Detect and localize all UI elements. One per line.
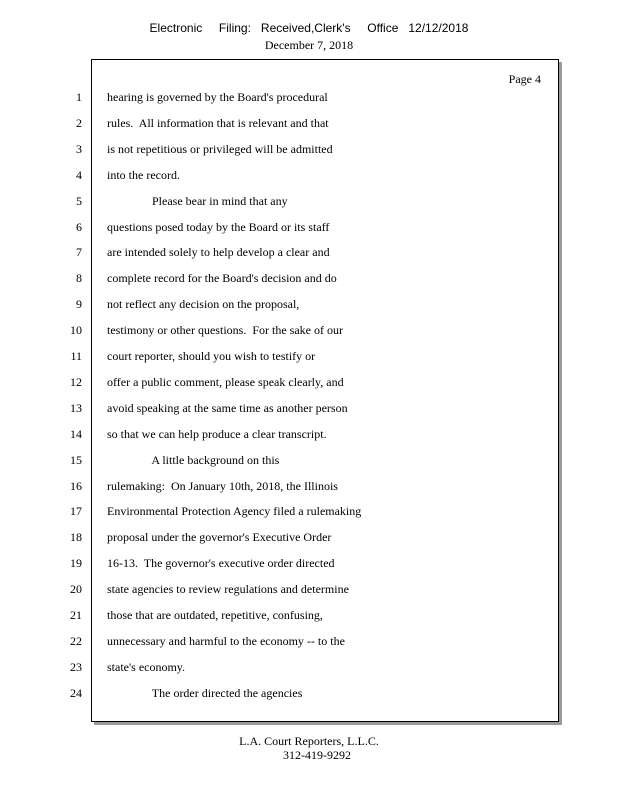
transcript-line: is not repetitious or privileged will be admitted bbox=[107, 142, 333, 156]
transcript-line: complete record for the Board's decision and do bbox=[107, 271, 337, 285]
transcript-line: The order directed the agencies bbox=[107, 686, 303, 700]
transcript-line: A little background on this bbox=[107, 453, 280, 467]
line-number: 6 bbox=[76, 220, 82, 234]
transcript-line: Environmental Protection Agency filed a rulemaking bbox=[107, 504, 362, 518]
reporter-phone: 312-419-9292 bbox=[283, 748, 351, 762]
transcript-line: state's economy. bbox=[107, 660, 186, 674]
transcript-line: proposal under the governor's Executive Order bbox=[107, 530, 332, 544]
transcript-line: so that we can help produce a clear transcript. bbox=[107, 427, 327, 441]
page-number: Page 4 bbox=[508, 72, 541, 86]
reporter-company: L.A. Court Reporters, L.L.C. bbox=[239, 734, 379, 748]
transcript-line: unnecessary and harmful to the economy -- to the bbox=[107, 634, 345, 648]
line-number: 16 bbox=[70, 479, 82, 493]
line-number: 24 bbox=[70, 686, 82, 700]
line-number: 9 bbox=[76, 297, 82, 311]
line-number: 19 bbox=[70, 556, 82, 570]
transcript-line: rulemaking: On January 10th, 2018, the Illinois bbox=[107, 479, 338, 493]
transcript-line: not reflect any decision on the proposal, bbox=[107, 297, 300, 311]
line-number: 23 bbox=[70, 660, 82, 674]
line-number: 8 bbox=[76, 271, 82, 285]
line-number: 4 bbox=[76, 168, 82, 182]
transcript-line: court reporter, should you wish to testify or bbox=[107, 349, 316, 363]
line-number: 11 bbox=[70, 349, 82, 363]
transcript-line: rules. All information that is relevant and that bbox=[107, 116, 329, 130]
transcript-date: December 7, 2018 bbox=[264, 38, 354, 52]
line-number: 17 bbox=[70, 504, 82, 518]
transcript-line: into the record. bbox=[107, 168, 180, 182]
line-number: 1 bbox=[76, 90, 82, 104]
transcript-line: Please bear in mind that any bbox=[107, 194, 288, 208]
line-number: 22 bbox=[70, 634, 82, 648]
transcript-line: are intended solely to help develop a clear and bbox=[107, 245, 330, 259]
transcript-line: questions posed today by the Board or its staff bbox=[107, 220, 330, 234]
line-number: 3 bbox=[76, 142, 82, 156]
line-number: 2 bbox=[76, 116, 82, 130]
transcript-line: avoid speaking at the same time as another person bbox=[107, 401, 348, 415]
transcript-line: offer a public comment, please speak clearly, and bbox=[107, 375, 344, 389]
line-number: 13 bbox=[70, 401, 82, 415]
line-number: 12 bbox=[70, 375, 82, 389]
line-number: 15 bbox=[70, 453, 82, 467]
line-number: 10 bbox=[70, 323, 82, 337]
line-number: 14 bbox=[70, 427, 82, 441]
line-number: 7 bbox=[76, 245, 82, 259]
line-number: 5 bbox=[76, 194, 82, 208]
transcript-page bbox=[91, 59, 559, 722]
transcript-line: hearing is governed by the Board's procedural bbox=[107, 90, 328, 104]
transcript-line: 16-13. The governor's executive order directed bbox=[107, 556, 335, 570]
transcript-line: testimony or other questions. For the sake of our bbox=[107, 323, 343, 337]
line-number: 20 bbox=[70, 582, 82, 596]
transcript-line: state agencies to review regulations and determine bbox=[107, 582, 349, 596]
line-number: 18 bbox=[70, 530, 82, 544]
transcript-line: those that are outdated, repetitive, confusing, bbox=[107, 608, 323, 622]
filing-stamp: Electronic Filing: Received,Clerk's Office 12/12/2018 bbox=[149, 21, 469, 35]
line-number: 21 bbox=[70, 608, 82, 622]
